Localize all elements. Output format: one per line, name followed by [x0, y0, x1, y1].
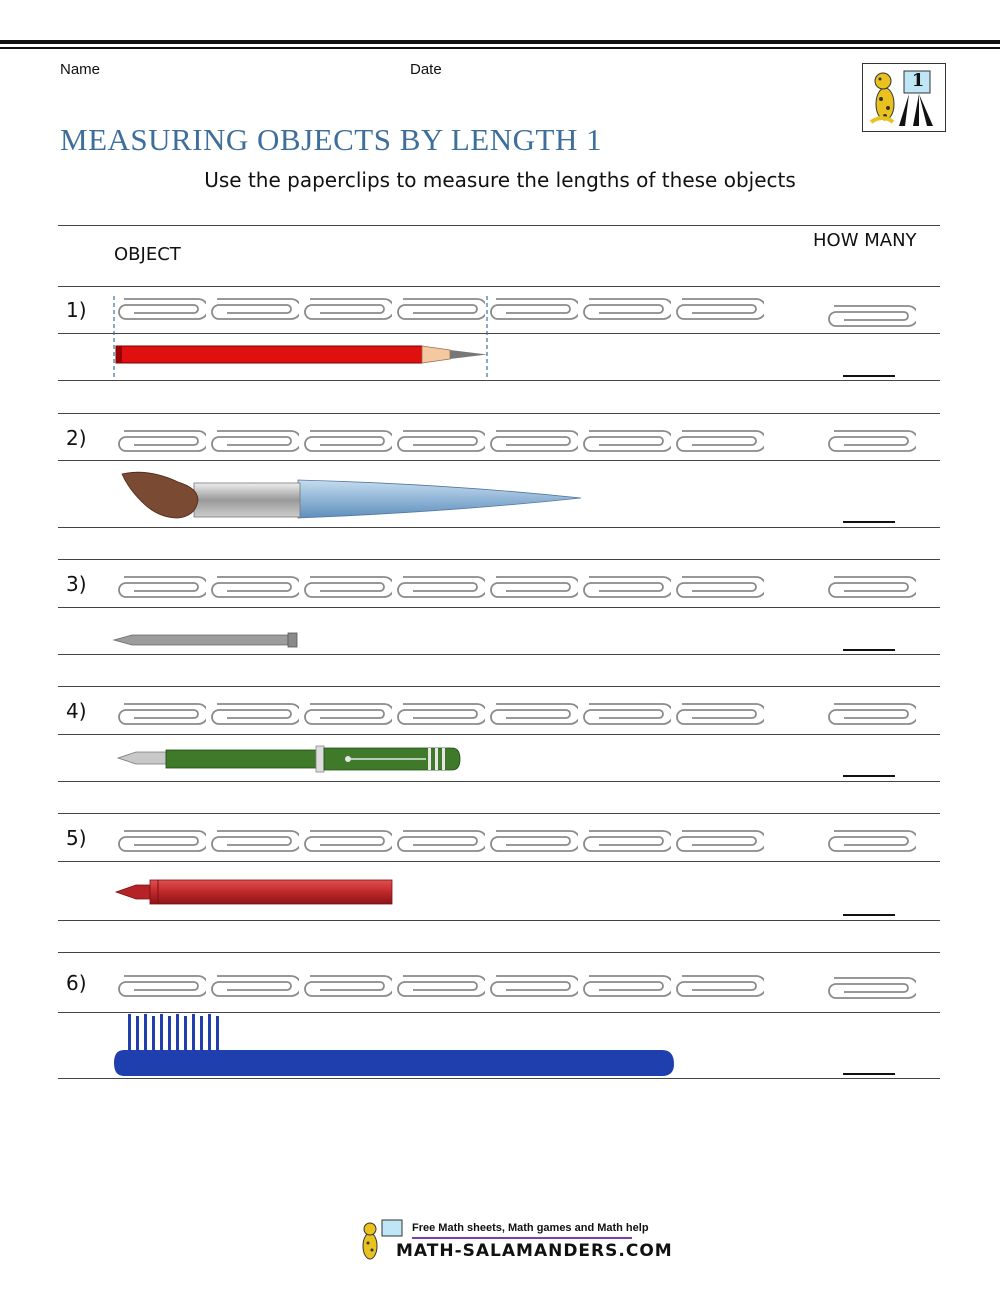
paperclip-icon — [829, 431, 918, 451]
row-top-4 — [58, 686, 940, 687]
paperclip-icon — [491, 431, 580, 451]
paperclip-icon — [584, 704, 673, 724]
paperclip-icon — [398, 577, 487, 597]
question-number-4: 4) — [66, 699, 87, 723]
answer-line-3[interactable] — [843, 649, 895, 651]
answer-line-6[interactable] — [843, 1073, 895, 1075]
paperclip-icon — [305, 431, 394, 451]
instructions: Use the paperclips to measure the lengths of these objects — [204, 168, 796, 192]
paperclip-icon — [212, 704, 301, 724]
page-title: MEASURING OBJECTS BY LENGTH 1 — [60, 122, 603, 157]
date-label: Date — [410, 61, 442, 78]
paperclip-icon — [305, 577, 394, 597]
paperclip-icon — [212, 976, 301, 996]
question-number-1: 1) — [66, 298, 87, 322]
paperclip-icon — [119, 704, 208, 724]
paperclip-icon — [829, 306, 918, 326]
grade-logo — [862, 63, 946, 132]
paperclip-icon — [305, 976, 394, 996]
answer-line-2[interactable] — [843, 521, 895, 523]
pencil-object — [112, 290, 492, 380]
top-rule-thin — [0, 47, 1000, 49]
paperclip-icon — [677, 831, 766, 851]
row-bottom-2 — [58, 527, 940, 528]
paperclip-icon — [212, 831, 301, 851]
header-rule-bottom — [58, 286, 940, 287]
salamander-icon — [863, 64, 945, 131]
paperclip-icon — [398, 976, 487, 996]
row-top-2 — [58, 413, 940, 414]
paperclip-icon — [584, 976, 673, 996]
paperclip-icon — [829, 577, 918, 597]
row-divider-5 — [58, 861, 940, 862]
paperclip-icon — [119, 831, 208, 851]
footer-tagline: Free Math sheets, Math games and Math help — [412, 1222, 649, 1234]
row-bottom-6 — [58, 1078, 940, 1079]
paperclip-icon — [677, 431, 766, 451]
paperclip-icon — [584, 431, 673, 451]
question-number-6: 6) — [66, 971, 87, 995]
row-divider-2 — [58, 460, 940, 461]
answer-line-1[interactable] — [843, 375, 895, 377]
paperclip-icon — [584, 831, 673, 851]
header-rule-top — [58, 225, 940, 226]
paperclip-icon — [491, 577, 580, 597]
paperclip-icon — [829, 704, 918, 724]
paperclip-icon — [491, 831, 580, 851]
grade-number: 1 — [911, 70, 925, 91]
nail-object — [112, 630, 302, 650]
paperclip-icon — [119, 577, 208, 597]
object-column-header: OBJECT — [114, 244, 181, 265]
paperclip-icon — [677, 577, 766, 597]
paperclip-icon — [305, 831, 394, 851]
paperclip-icon — [305, 704, 394, 724]
name-label: Name — [60, 61, 101, 78]
pen-object — [116, 742, 491, 776]
question-number-3: 3) — [66, 572, 87, 596]
paperclip-icon — [491, 704, 580, 724]
paperclip-icon — [398, 831, 487, 851]
answer-line-5[interactable] — [843, 914, 895, 916]
row-top-6 — [58, 952, 940, 953]
paperclip-icon — [212, 577, 301, 597]
footer-site-name[interactable]: MATH-SALAMANDERS.COM — [396, 1241, 673, 1261]
row-bottom-5 — [58, 920, 940, 921]
footer-logo — [356, 1218, 673, 1264]
answer-line-4[interactable] — [843, 775, 895, 777]
paperclip-icon — [212, 431, 301, 451]
row-bottom-4 — [58, 781, 940, 782]
footer-underline — [412, 1237, 632, 1239]
row-divider-3 — [58, 607, 940, 608]
paperclip-icon — [119, 976, 208, 996]
paperclip-icon — [119, 431, 208, 451]
paperclip-icon — [491, 976, 580, 996]
row-bottom-1 — [58, 380, 940, 381]
paperclip-icon — [491, 299, 580, 319]
question-number-2: 2) — [66, 426, 87, 450]
paperclip-icon — [677, 976, 766, 996]
row-divider-4 — [58, 734, 940, 735]
paperclip-icon — [829, 831, 918, 851]
row-top-3 — [58, 559, 940, 560]
paperclip-icon — [829, 978, 918, 998]
paperclip-icon — [584, 577, 673, 597]
top-rule-thick — [0, 40, 1000, 44]
paperclip-icon — [398, 431, 487, 451]
paperclip-icon — [677, 704, 766, 724]
row-top-5 — [58, 813, 940, 814]
question-number-5: 5) — [66, 826, 87, 850]
toothbrush-object — [112, 1012, 678, 1080]
how-many-column-header: HOW MANY — [813, 230, 917, 251]
row-bottom-3 — [58, 654, 940, 655]
paperclip-icon — [584, 299, 673, 319]
crayon-object — [114, 876, 396, 908]
paperclip-icon — [677, 299, 766, 319]
paperclip-icon — [398, 704, 487, 724]
paintbrush-object — [118, 468, 588, 522]
